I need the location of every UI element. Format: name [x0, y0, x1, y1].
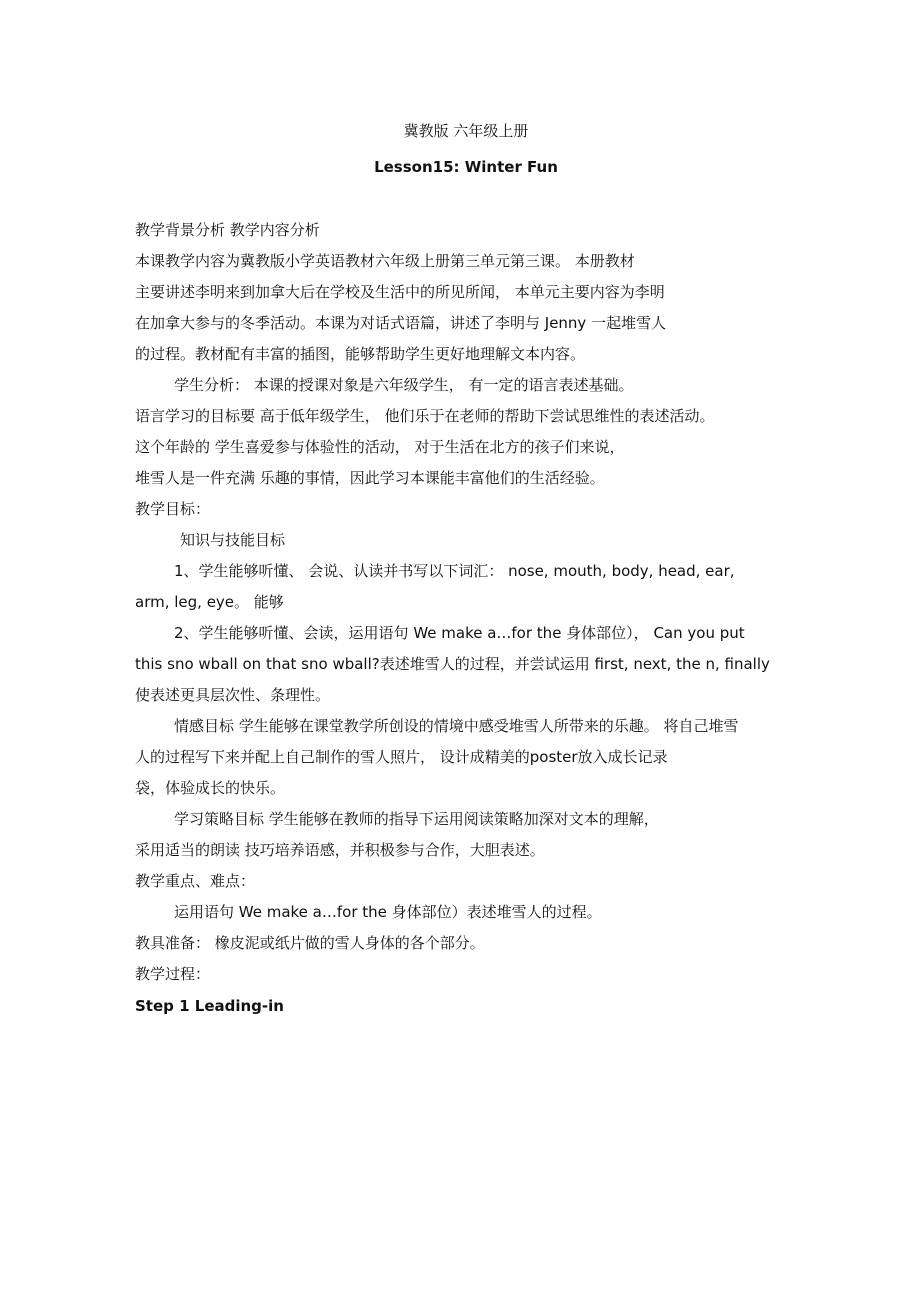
- key-points-content: 运用语句 We make a…for the 身体部位）表述堆雪人的过程。: [174, 903, 602, 921]
- strategy-objective-line: 采用适当的朗读 技巧培养语感，并积极参与合作，大胆表述。: [135, 841, 545, 859]
- key-points-heading: 教学重点、难点：: [135, 872, 256, 890]
- strategy-objective-line: 学习策略目标 学生能够在教师的指导下运用阅读策略加深对文本的理解，: [174, 810, 659, 828]
- objective-item-2-line: 2、学生能够听懂、会读，运用语句 We make a…for the 身体部位）， Can you put: [174, 624, 745, 642]
- objective-item-1-line: arm, leg, eye。 能够: [135, 593, 284, 611]
- emotion-objective-line: 人的过程写下来并配上自己制作的雪人照片， 设计成精美的poster放入成长记录: [135, 748, 668, 766]
- content-line: 本课教学内容为冀教版小学英语教材六年级上册第三单元第三课。 本册教材: [135, 252, 635, 270]
- lesson-title: Lesson15: Winter Fun: [374, 158, 558, 176]
- background-heading: 教学背景分析 教学内容分析: [135, 221, 320, 239]
- content-line: 在加拿大参与的冬季活动。本课为对话式语篇，讲述了李明与 Jenny 一起堆雪人: [135, 314, 667, 332]
- objective-item-2-line: 使表述更具层次性、条理性。: [135, 686, 331, 704]
- emotion-objective-line: 情感目标 学生能够在课堂教学所创设的情境中感受堆雪人所带来的乐趣。 将自己堆雪: [174, 717, 739, 735]
- materials-line: 教具准备： 橡皮泥或纸片做的雪人身体的各个部分。: [135, 934, 485, 952]
- step-1-heading: Step 1 Leading-in: [135, 997, 284, 1015]
- process-heading: 教学过程：: [135, 965, 211, 983]
- student-analysis-line: 堆雪人是一件充满 乐趣的事情，因此学习本课能丰富他们的生活经验。: [135, 469, 605, 487]
- emotion-objective-line: 袋，体验成长的快乐。: [135, 779, 286, 797]
- objective-item-2-line: this sno wball on that sno wball?表述堆雪人的过程，并尝试运用 first, next, the n, finally: [135, 655, 770, 673]
- content-line: 的过程。教材配有丰富的插图，能够帮助学生更好地理解文本内容。: [135, 345, 586, 363]
- objectives-heading: 教学目标：: [135, 500, 211, 518]
- student-analysis-line: 这个年龄的 学生喜爱参与体验性的活动， 对于生活在北方的孩子们来说，: [135, 438, 625, 456]
- objective-item-1-line: 1、学生能够听懂、 会说、认读并书写以下词汇： nose, mouth, body, head, ear,: [174, 562, 735, 580]
- knowledge-heading: 知识与技能目标: [180, 531, 286, 549]
- content-line: 主要讲述李明来到加拿大后在学校及生活中的所见所闻， 本单元主要内容为李明: [135, 283, 665, 301]
- student-analysis-line: 语言学习的目标要 高于低年级学生， 他们乐于在老师的帮助下尝试思维性的表述活动。: [135, 407, 715, 425]
- student-analysis-line: 学生分析： 本课的授课对象是六年级学生， 有一定的语言表述基础。: [174, 376, 634, 394]
- edition-line: 冀教版 六年级上册: [403, 122, 529, 140]
